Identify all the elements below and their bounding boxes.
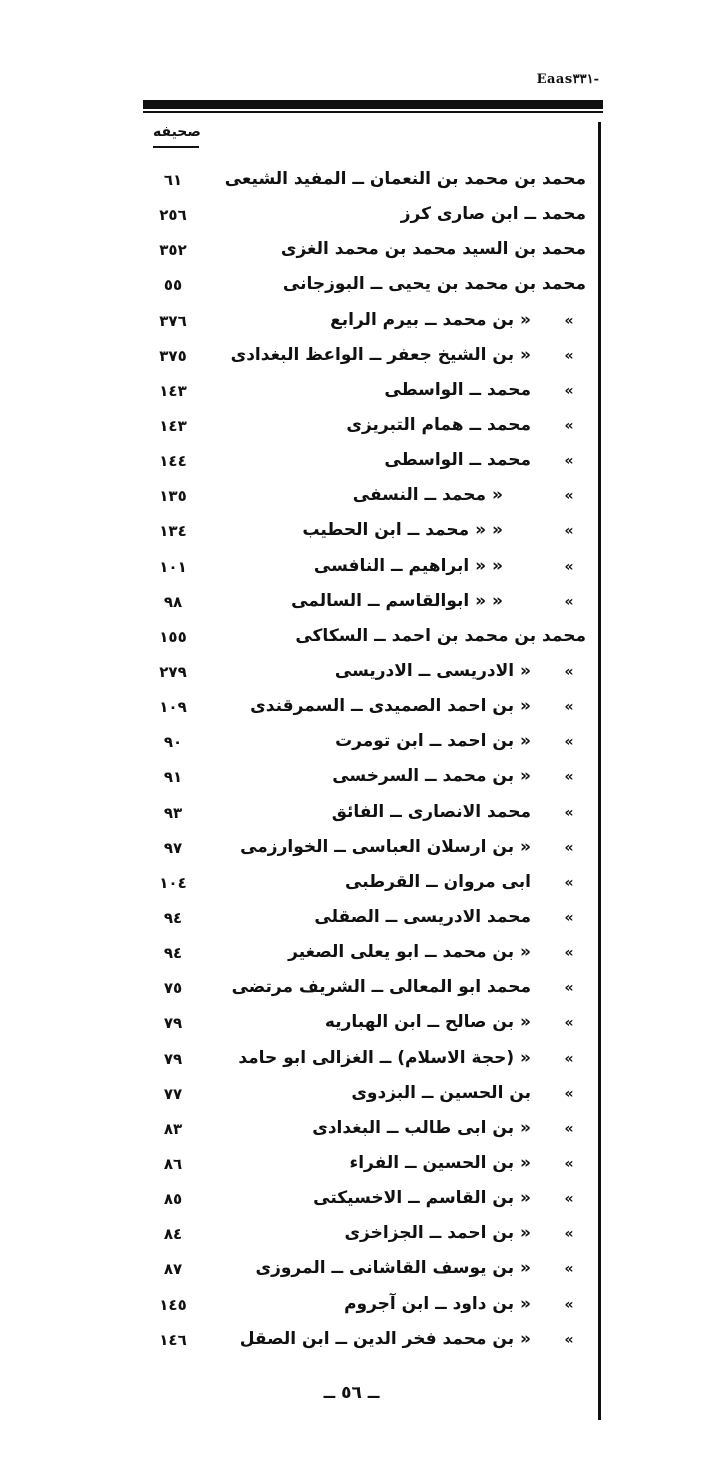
ditto-mark: « <box>564 1120 574 1137</box>
entry-name: محمد ــ ابن صارى كرز <box>400 204 586 225</box>
entry-name: « « ابوالقاسم ــ السالمى <box>291 590 503 611</box>
entry-page-number: ٧٧ <box>163 1084 183 1103</box>
entry-page-number: ١٤٤ <box>159 452 187 471</box>
entry-name: « بن احمد ــ الجزاخزى <box>344 1223 531 1244</box>
entry-name: « بن داود ــ ابن آجروم <box>344 1293 531 1314</box>
entry-name: « بن احمد ــ ابن تومرت <box>335 731 531 752</box>
index-entry <box>0 1325 703 1360</box>
entry-page-number: ٨٦ <box>163 1154 183 1173</box>
entry-page-number: ٩٧ <box>163 838 183 857</box>
index-entry <box>0 411 703 446</box>
ditto-mark: « <box>564 1191 574 1208</box>
index-entry <box>0 306 703 341</box>
entry-page-number: ١٤٣ <box>159 416 187 435</box>
entry-name: محمد بن محمد بن يحيى ــ البوزجانى <box>282 274 586 295</box>
index-entry <box>0 657 703 692</box>
ditto-mark: « <box>564 1015 574 1032</box>
index-entry <box>0 1184 703 1219</box>
index-entry <box>0 481 703 516</box>
ditto-mark: « <box>564 347 574 364</box>
ditto-mark: « <box>564 382 574 399</box>
ditto-mark: « <box>564 417 574 434</box>
entry-name: « بن القاسم ــ الاخسيكتى <box>313 1188 531 1209</box>
entry-page-number: ٩٠ <box>163 733 183 752</box>
ditto-mark: « <box>564 453 574 470</box>
index-entry <box>0 938 703 973</box>
ditto-mark: « <box>564 1331 574 1348</box>
entry-page-number: ٩٤ <box>163 944 183 963</box>
index-entry <box>0 1149 703 1184</box>
ditto-mark: « <box>564 523 574 540</box>
entry-name: محمد ــ الواسطى <box>384 379 531 400</box>
entry-page-number: ٨٣ <box>163 1119 183 1138</box>
entry-name: « بن محمد ــ بيرم الرابع <box>330 309 531 330</box>
ditto-mark: « <box>564 488 574 505</box>
ditto-mark: « <box>564 980 574 997</box>
index-entry <box>0 200 703 235</box>
ditto-mark: « <box>564 1085 574 1102</box>
entry-page-number: ٧٩ <box>163 1049 183 1068</box>
index-entry <box>0 1290 703 1325</box>
entry-page-number: ٨٧ <box>163 1260 183 1279</box>
entry-page-number: ١٤٣ <box>159 381 187 400</box>
index-entry <box>0 341 703 376</box>
index-entry <box>0 833 703 868</box>
ditto-mark: « <box>564 1050 574 1067</box>
ditto-mark: « <box>564 1261 574 1278</box>
entry-page-number: ٩٨ <box>163 592 183 611</box>
ditto-mark: « <box>564 909 574 926</box>
page-number: ــ ٥٦ ــ <box>323 1383 380 1403</box>
entry-page-number: ٧٩ <box>163 1014 183 1033</box>
entry-page-number: ٩٤ <box>163 908 183 927</box>
ditto-mark: « <box>564 1226 574 1243</box>
index-entry <box>0 1044 703 1079</box>
entry-name: « (حجة الاسلام) ــ الغزالى ابو حامد <box>238 1047 531 1068</box>
entry-name: محمد ــ همام التبريزى <box>346 414 531 435</box>
entry-page-number: ٣٥٢ <box>159 241 187 260</box>
index-entry <box>0 903 703 938</box>
entry-name: محمد الادريسى ــ الصقلى <box>314 906 531 927</box>
ditto-mark: « <box>564 1155 574 1172</box>
entry-name: محمد بن محمد بن احمد ــ السكاكى <box>295 625 586 646</box>
ditto-mark: « <box>564 699 574 716</box>
entry-page-number: ٣٧٥ <box>159 346 187 365</box>
index-entry <box>0 446 703 481</box>
entry-page-number: ١٠١ <box>159 557 187 576</box>
entry-name: « الادريسى ــ الادريسى <box>334 660 531 681</box>
index-entry <box>0 973 703 1008</box>
entry-name: محمد بن السيد محمد بن محمد الغزى <box>280 239 586 260</box>
entry-page-number: ٩٣ <box>163 803 183 822</box>
ditto-mark: « <box>564 945 574 962</box>
entry-page-number: ١٤٥ <box>159 1295 187 1314</box>
entry-page-number: ١٠٩ <box>159 698 187 717</box>
entry-name: « بن محمد ــ ابو يعلى الصغير <box>288 942 531 963</box>
entry-page-number: ٥٥ <box>163 276 183 295</box>
ditto-mark: « <box>564 874 574 891</box>
page-column-heading: صحيفه <box>153 124 201 140</box>
entry-name: محمد ابو المعالى ــ الشريف مرتضى <box>231 977 531 998</box>
ditto-mark: « <box>564 593 574 610</box>
page-column-heading-underline <box>153 146 199 148</box>
entry-name: « بن احمد الصميدى ــ السمرقندى <box>250 696 531 717</box>
index-entry <box>0 516 703 551</box>
entry-name: « بن الحسين ــ الفراء <box>349 1152 531 1173</box>
ditto-mark: « <box>564 839 574 856</box>
index-entry <box>0 727 703 762</box>
entry-page-number: ١٥٥ <box>159 627 187 646</box>
entry-page-number: ٢٧٩ <box>159 662 187 681</box>
entry-name: « « محمد ــ ابن الحطيب <box>302 520 503 541</box>
index-entry <box>0 868 703 903</box>
entry-name: محمد الانصارى ــ الفائق <box>331 801 531 822</box>
entry-page-number: ٨٥ <box>163 1190 183 1209</box>
header-rule-thin <box>143 111 603 113</box>
entry-page-number: ٧٥ <box>163 979 183 998</box>
entry-page-number: ٢٥٦ <box>159 206 187 225</box>
index-entry <box>0 587 703 622</box>
index-entry <box>0 1254 703 1289</box>
ditto-mark: « <box>564 1296 574 1313</box>
entry-page-number: ٦١ <box>163 171 183 189</box>
index-entry <box>0 165 703 200</box>
entry-name: « محمد ــ النسفى <box>352 485 503 506</box>
header-rule <box>143 100 603 109</box>
entry-name: « بن يوسف القاشانى ــ المروزى <box>255 1258 531 1279</box>
entry-page-number: ١٠٤ <box>159 873 187 892</box>
entry-name: « « ابراهيم ــ النافسى <box>313 555 503 576</box>
entry-page-number: ٩١ <box>163 768 183 787</box>
index-entry <box>0 1008 703 1043</box>
ditto-mark: « <box>564 734 574 751</box>
entry-name: « بن محمد ــ السرخسى <box>332 766 531 787</box>
entry-page-number: ١٣٤ <box>159 522 187 541</box>
entry-name: « بن صالح ــ ابن الهباريه <box>324 1012 531 1033</box>
ditto-mark: « <box>564 312 574 329</box>
entry-page-number: ١٤٦ <box>159 1330 187 1349</box>
index-entry <box>0 552 703 587</box>
entry-name: « بن الشيخ جعفر ــ الواعظ البغدادى <box>230 344 531 365</box>
entry-name: محمد ــ الواسطى <box>384 450 531 471</box>
entry-name: « بن ارسلان العباسى ــ الخوارزمى <box>240 836 531 857</box>
ditto-mark: « <box>564 804 574 821</box>
entry-page-number: ١٣٥ <box>159 487 187 506</box>
entry-name: « بن ابى طالب ــ البغدادى <box>312 1117 531 1138</box>
ditto-mark: « <box>564 663 574 680</box>
entry-name: « بن محمد فخر الدين ــ ابن الصقل <box>239 1328 531 1349</box>
entry-name: بن الحسين ــ البزدوى <box>351 1082 531 1103</box>
index-entry <box>0 622 703 657</box>
catalog-code: Eaas۳۳۱- <box>536 72 599 87</box>
entry-page-number: ٣٧٦ <box>159 311 187 330</box>
index-entry <box>0 270 703 305</box>
index-entry <box>0 762 703 797</box>
index-entry <box>0 235 703 270</box>
ditto-mark: « <box>564 558 574 575</box>
index-entries <box>0 165 703 1360</box>
index-entry <box>0 376 703 411</box>
index-entry <box>0 1079 703 1114</box>
entry-name: ابى مروان ــ القرطبى <box>345 871 531 892</box>
entry-name: محمد بن محمد بن النعمان ــ المفيد الشيعى <box>224 169 586 189</box>
entry-page-number: ٨٤ <box>163 1225 183 1244</box>
index-entry <box>0 798 703 833</box>
ditto-mark: « <box>564 769 574 786</box>
index-entry <box>0 1219 703 1254</box>
index-entry <box>0 692 703 727</box>
index-entry <box>0 1114 703 1149</box>
